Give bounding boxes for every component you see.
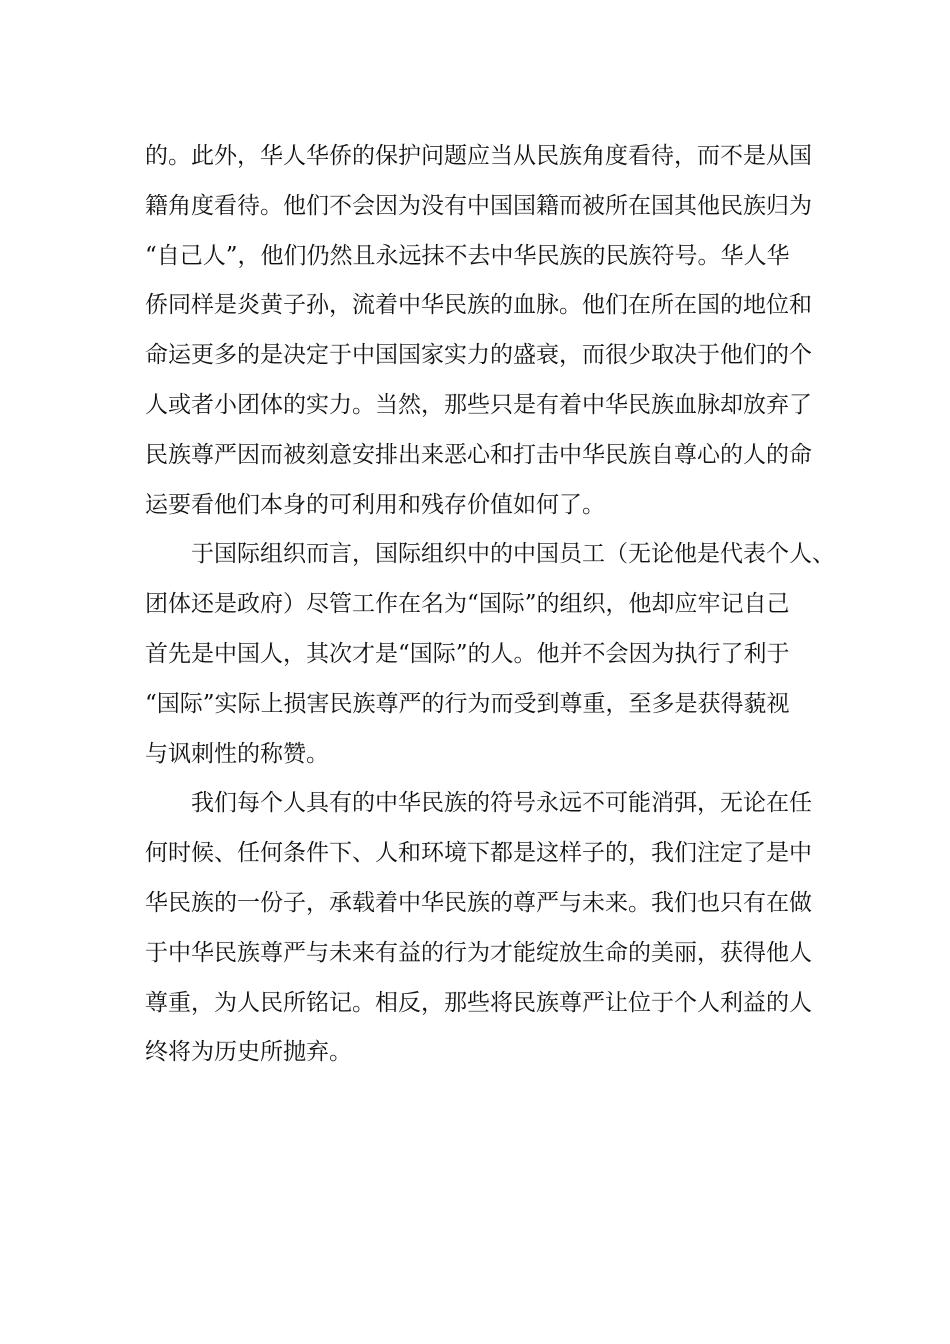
text-line: “自己人”，他们仍然且永远抹不去中华民族的民族符号。华人华 — [145, 242, 790, 269]
text-line: 于中华民族尊严与未来有益的行为才能绽放生命的美丽，获得他人 — [145, 939, 812, 966]
text-line: 人或者小团体的实力。当然，那些只是有着中华民族血脉却放弃了 — [145, 391, 812, 418]
text-line: “国际”实际上损害民族尊严的行为而受到尊重，至多是获得藐视 — [145, 690, 790, 717]
text-line: 我们每个人具有的中华民族的符号永远不可能消弭，无论在任 — [191, 790, 812, 817]
text-line: 华民族的一份子，承载着中华民族的尊严与未来。我们也只有在做 — [145, 889, 812, 916]
text-line: 籍角度看待。他们不会因为没有中国国籍而被所在国其他民族归为 — [145, 192, 812, 219]
body-text — [145, 132, 845, 1078]
text-line: 首先是中国人，其次才是“国际”的人。他并不会因为执行了利于 — [145, 640, 790, 667]
text-line: 侨同样是炎黄子孙，流着中华民族的血脉。他们在所在国的地位和 — [145, 292, 812, 319]
text-line: 于国际组织而言，国际组织中的中国员工（无论他是代表个人、 — [191, 541, 835, 568]
text-line: 尊重，为人民所铭记。相反，那些将民族尊严让位于个人利益的人 — [145, 989, 812, 1016]
text-line: 的。此外，华人华侨的保护问题应当从民族角度看待，而不是从国 — [145, 143, 812, 169]
text-line: 运要看他们本身的可利用和残存价值如何了。 — [145, 491, 605, 518]
paragraph-3 — [145, 779, 845, 1078]
text-line: 与讽刺性的称赞。 — [145, 740, 329, 767]
text-line: 何时候、任何条件下、人和环境下都是这样子的，我们注定了是中 — [145, 840, 812, 867]
text-line: 民族尊严因而被刻意安排出来恶心和打击中华民族自尊心的人的命 — [145, 441, 812, 468]
paragraph-2 — [145, 530, 845, 779]
paragraph-1 — [145, 132, 845, 530]
text-line: 命运更多的是决定于中国国家实力的盛衰，而很少取决于他们的个 — [145, 342, 812, 369]
text-line: 团体还是政府）尽管工作在名为“国际”的组织，他却应牢记自己 — [145, 591, 790, 618]
text-line: 终将为历史所抛弃。 — [145, 1039, 352, 1066]
